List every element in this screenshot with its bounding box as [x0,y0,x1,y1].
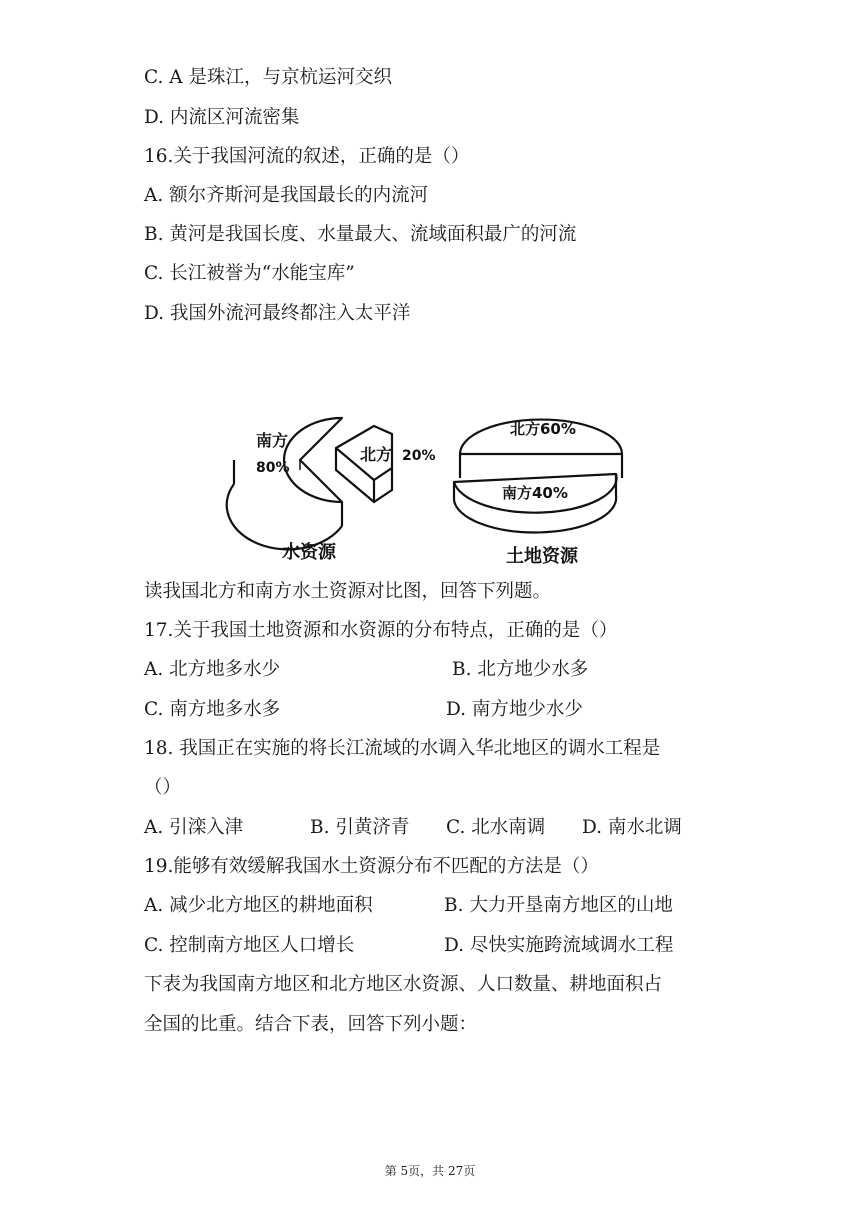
resource-comparison-figure [224,398,644,576]
q15-option-d: D. 内流区河流密集 [144,107,300,128]
land-south-slab [454,474,617,532]
q16-option-b: B. 黄河是我国长度、水量最大、流域面积最广的河流 [144,224,577,245]
q17-option-a: A. 北方地多水少 [144,659,281,680]
q18-option-c: C. 北水南调 [446,817,546,838]
water-caption: 水资源 [282,542,336,563]
q19-option-d: D. 尽快实施跨流域调水工程 [444,935,674,956]
q19-stem: 19.能够有效缓解我国水土资源分布不匹配的方法是（） [144,856,599,877]
water-south-label: 南方 [256,431,289,450]
q19-option-c: C. 控制南方地区人口增长 [144,935,355,956]
q19-option-b: B. 大力开垦南方地区的山地 [444,895,673,916]
q17-option-b: B. 北方地少水多 [452,659,589,680]
q18-option-a: A. 引滦入津 [144,817,244,838]
table-intro-line-1: 下表为我国南方地区和北方地区水资源、人口数量、耕地面积占 [144,974,663,995]
land-north-text: 北方60% [510,420,576,438]
q16-stem: 16.关于我国河流的叙述，正确的是（） [144,146,470,167]
land-south-text: 南方40% [502,484,568,502]
q17-option-d: D. 南方地少水少 [446,699,583,720]
water-north-value: 20% [402,448,436,464]
water-north-label: 北方 [360,445,393,464]
q15-option-c: C. A 是珠江，与京杭运河交织 [144,67,392,88]
page-footer: 第 5页，共 27页 [384,1164,476,1178]
q16-option-c: C. 长江被誉为“水能宝库” [144,263,355,284]
q17-option-c: C. 南方地多水多 [144,699,281,720]
resource-pies-svg [224,398,644,576]
q18-stem: 18. 我国正在实施的将长江流域的水调入华北地区的调水工程是 [144,738,661,759]
intro-17: 读我国北方和南方水土资源对比图，回答下列题。 [144,581,552,602]
q18-option-b: B. 引黄济青 [310,817,410,838]
q16-option-d: D. 我国外流河最终都注入太平洋 [144,303,411,324]
water-pie-north-slice [336,426,392,502]
water-south-value: 80% [256,460,290,476]
q17-stem: 17.关于我国土地资源和水资源的分布特点，正确的是（） [144,620,618,641]
q18-stem-cont: （） [144,777,182,798]
q16-option-a: A. 额尔齐斯河是我国最长的内流河 [144,185,429,206]
land-caption: 土地资源 [506,546,578,567]
q19-option-a: A. 减少北方地区的耕地面积 [144,895,373,916]
table-intro-line-2: 全国的比重。结合下表，回答下列小题： [144,1014,478,1035]
q18-option-d: D. 南水北调 [582,817,682,838]
